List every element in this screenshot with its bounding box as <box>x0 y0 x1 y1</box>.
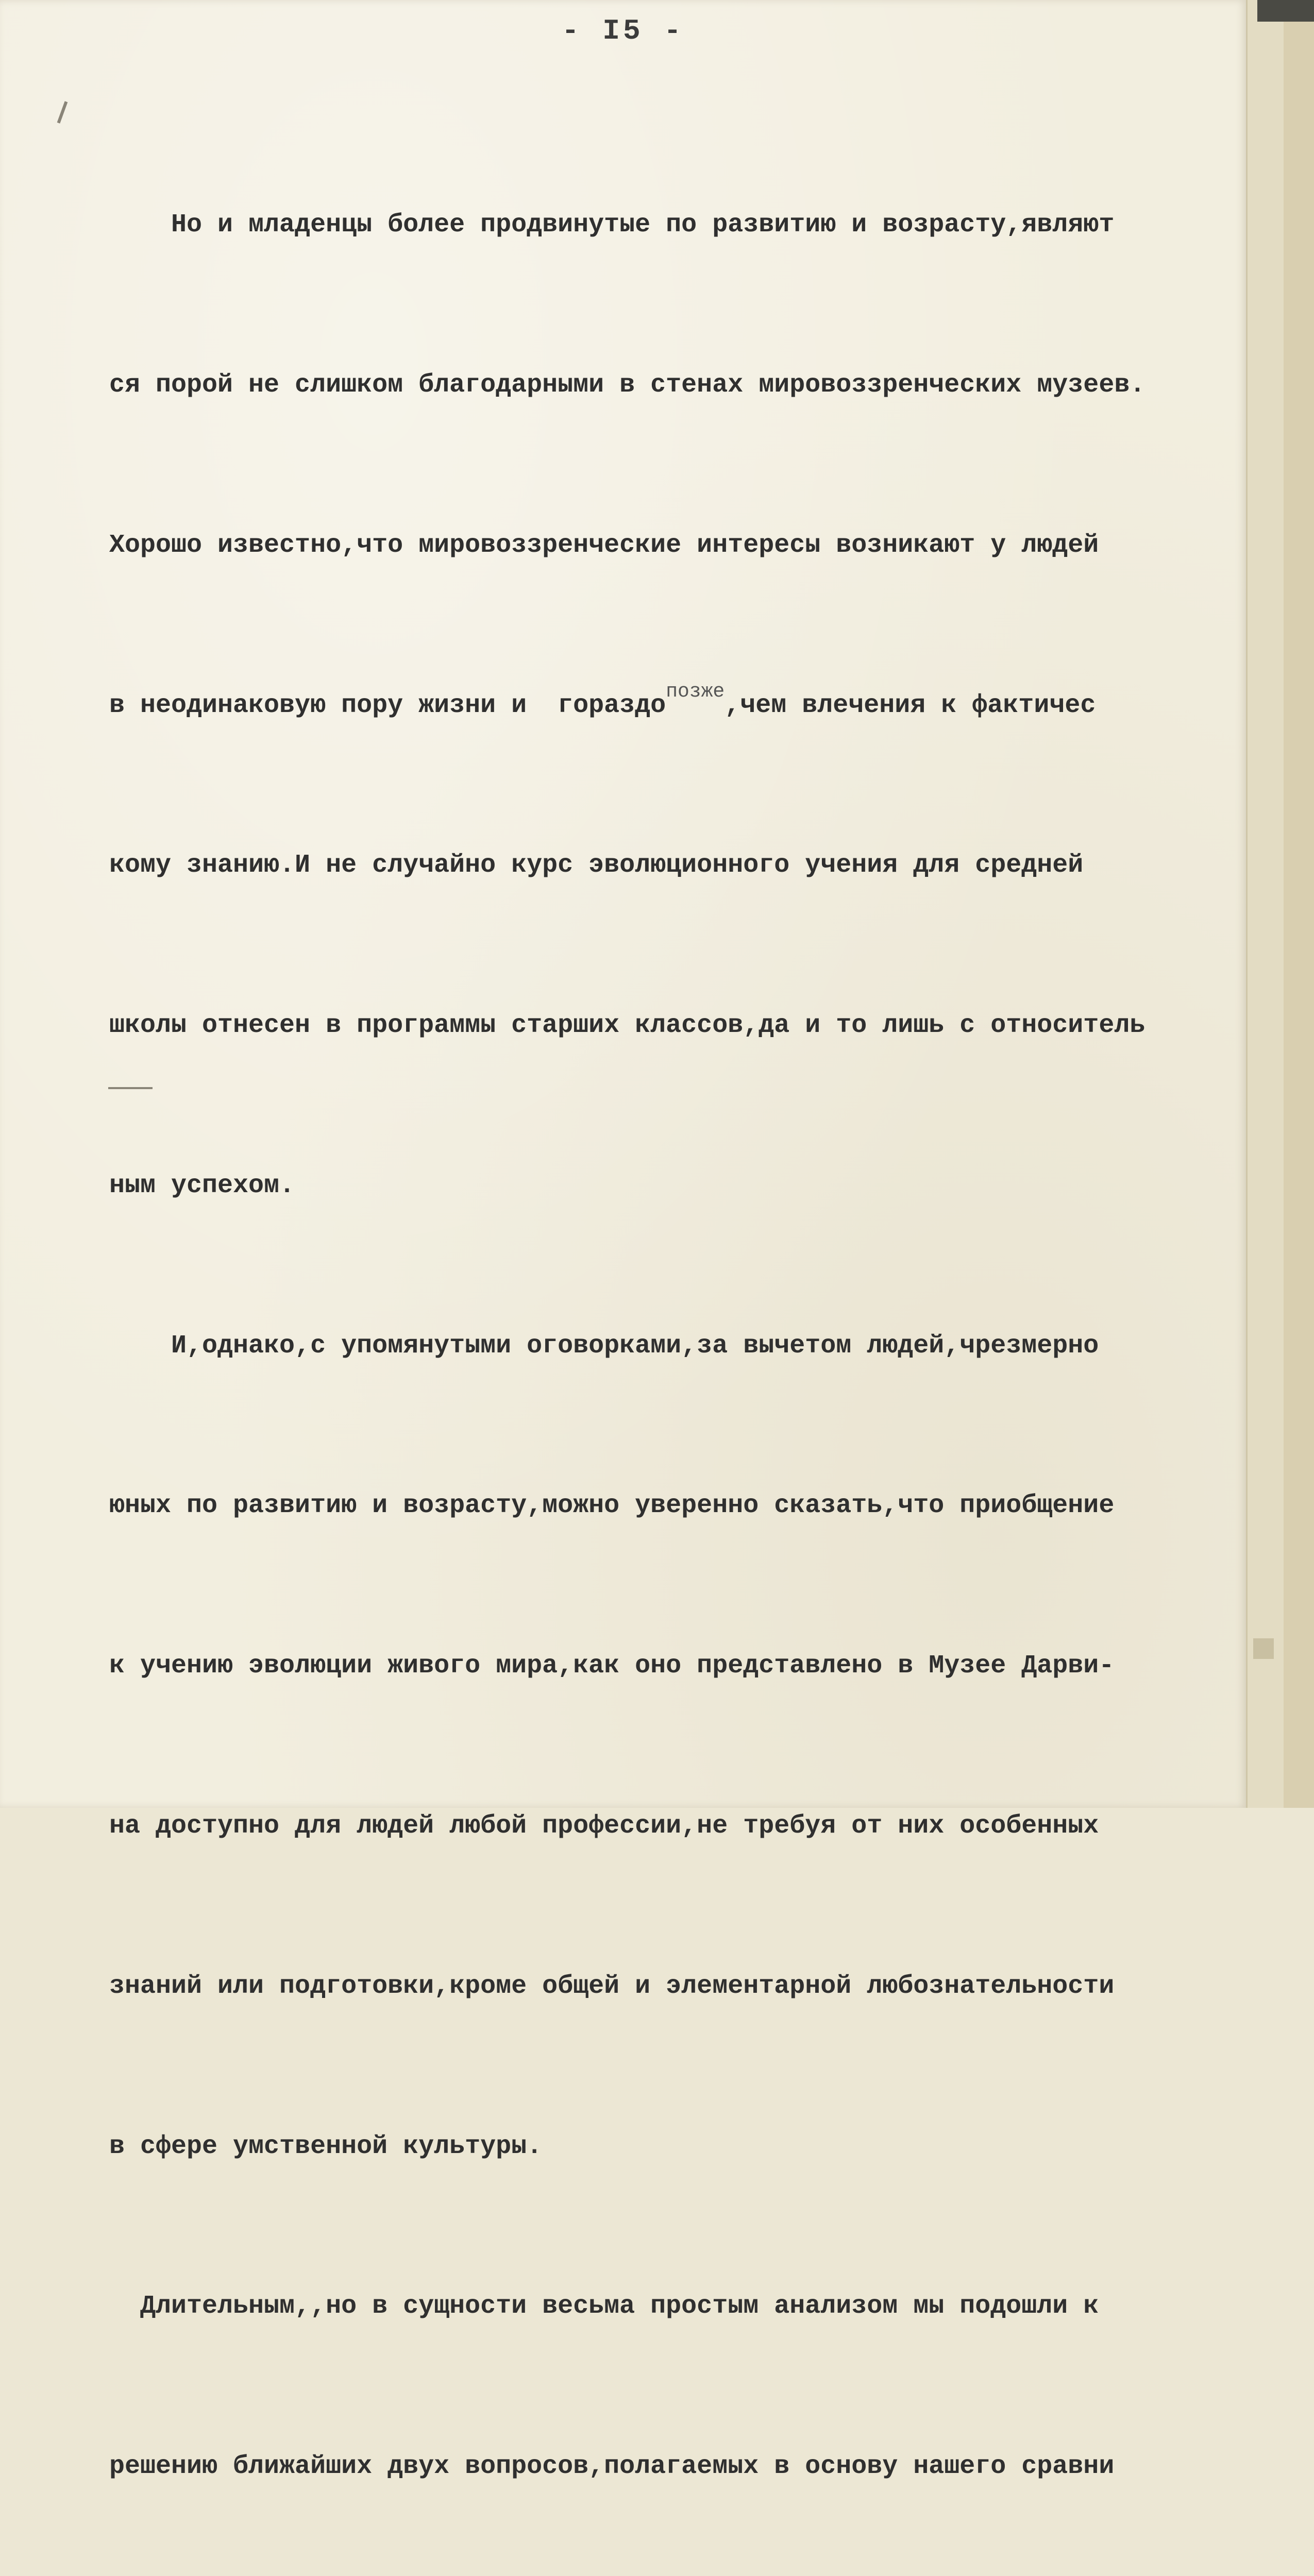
text-line: Длительным,,но в сущности весьма простым анализом мы подошли к <box>109 2292 1099 2321</box>
text-line-with-insertion <box>109 679 1264 733</box>
scan-border <box>1257 0 1314 22</box>
handwritten-insertion: позже <box>666 680 725 703</box>
text-line: на доступно для людей любой профессии,не требуя от них особенных <box>109 1811 1099 1841</box>
text-line: к учению эволюции живого мира,как оно представлено в Музее Дарви- <box>109 1651 1115 1681</box>
text-line-end: ,чем влечения к фактичес <box>725 690 1096 720</box>
page-number: - I5 - <box>562 14 684 47</box>
typewritten-text <box>109 92 1264 2576</box>
text-line: Хорошо известно,что мировоззренческие интересы возникают у людей <box>109 530 1099 560</box>
margin-mark <box>1253 1638 1274 1659</box>
text-line: школы отнесен в программы старших классов,да и то лишь с относитель <box>109 1011 1145 1041</box>
text-line: И,однако,с упомянутыми оговорками,за вычетом людей,чрезмерно <box>109 1331 1099 1361</box>
text-line: ным успехом. <box>109 1171 295 1200</box>
text-line: ся порой не слишком благодарными в стенах мировоззренческих музеев. <box>109 370 1145 400</box>
margin-mark <box>108 1087 153 1089</box>
text-line: в сфере умственной культуры. <box>109 2131 543 2161</box>
text-line: решению ближайших двух вопросов,полагаемых в основу нашего сравни <box>109 2452 1115 2482</box>
text-line: кому знанию.И не случайно курс эволюционного учения для средней <box>109 851 1084 880</box>
text-line: знаний или подготовки,кроме общей и элементарной любознательности <box>109 1971 1115 2001</box>
text-line-start: в неодинаковую пору жизни и гораздо <box>109 690 666 720</box>
text-line: Но и младенцы более продвинутые по развитию и возрасту,являют <box>109 210 1115 240</box>
text-line: юных по развитию и возрасту,можно уверенно сказать,что приобщение <box>109 1491 1115 1521</box>
